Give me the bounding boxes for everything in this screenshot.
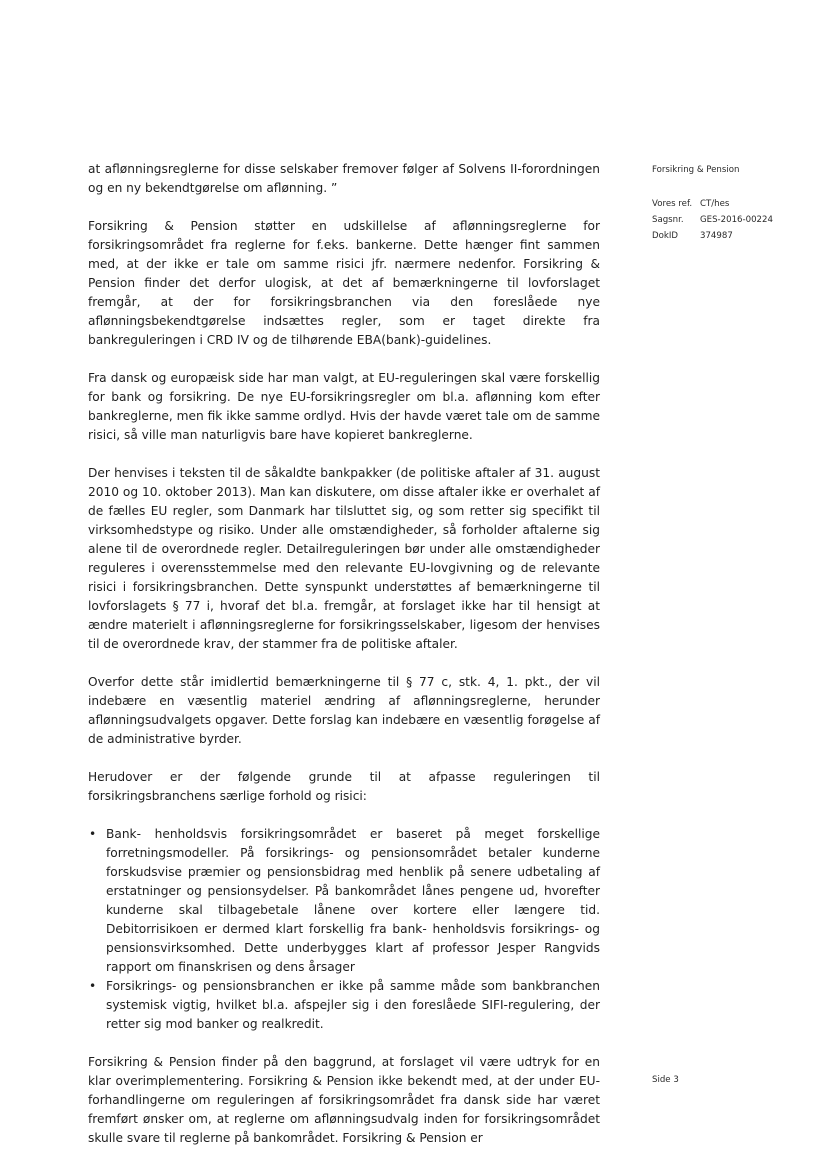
- main-text: [88, 160, 600, 1167]
- paragraph: Forsikring & Pension støtter en udskillelse af aflønningsreglerne for forsikringsområdet fra reglerne for f.eks. bankerne. Dette hænger fint sammen med, at der ikke er tale om samme risici jfr. nærmere nedenfor. Forsikring & Pension finder det derfor ulogisk, at det af bemærkningerne til lovforslaget fremgår, at der for forsikringsbranchen via den foreslåede nye aflønningsbekendtgørelse indsættes regler, som er taget direkte fra bankreguleringen i CRD IV og de tilhørende EBA(bank)-guidelines.: [88, 219, 600, 347]
- meta-row-reference: [652, 196, 812, 212]
- sidebar-info: [652, 162, 812, 244]
- bullet-icon: •: [89, 827, 97, 841]
- list-item: [89, 977, 600, 1034]
- page-number: Side 3: [652, 1075, 679, 1085]
- list-item: [89, 825, 600, 977]
- meta-value: 374987: [700, 231, 733, 241]
- paragraph: at aflønningsreglerne for disse selskaber fremover følger af Solvens II-forordningen og en ny bekendtgørelse om aflønning. ”: [88, 162, 600, 195]
- paragraph: Fra dansk og europæisk side har man valgt, at EU-reguleringen skal være forskellig for bank og forsikring. De nye EU-forsikringsregler om bl.a. aflønning kom efter bankreglerne, men fik ikke samme ordlyd. Hvis der havde været tale om de samme risici, så ville man naturligvis bare have kopieret bankreglerne.: [88, 371, 600, 442]
- closing-paragraph: Forsikring & Pension finder på den baggrund, at forslaget vil være udtryk for en klar overimplementering. Forsikring & Pension ikke bekendt med, at der under EU-forhandlingerne om reguleringen af forsikringsområdet fra dansk side har været fremført ønsker om, at reglerne om aflønningsudvalg inden for forsikringsområdet skulle svare til reglerne på bankområdet. Forsikring & Pension er: [88, 1055, 600, 1145]
- meta-row-doc-id: [652, 228, 812, 244]
- list-item-text: Forsikrings- og pensionsbranchen er ikke på samme måde som bankbranchen systemisk vigtig, hvilket bl.a. afspejler sig i den foreslåede SIFI-regulering, der retter sig mod banker og realkredit.: [106, 979, 600, 1031]
- bullet-icon: •: [89, 979, 97, 993]
- meta-label: DokID: [652, 231, 679, 241]
- list-item-text: Bank- henholdsvis forsikringsområdet er baseret på meget forskellige forretningsmodeller. På forsikrings- og pensionsområdet betaler kunderne forskudsvise præmier og pensionsbidrag med henblik på senere udbetaling af erstatninger og pensionsydelser. På bankområdet lånes pengene ud, hvorefter kunderne skal tilbagebetale lånene over kortere eller længere tid. Debitorrisikoen er dermed klart forskellig fra bank- henholdsvis forsikrings- og pensionsvirksomhed. Dette underbygges klart af professor Jesper Rangvids rapport om finanskrisen og dens årsager: [106, 827, 600, 974]
- organization-name: Forsikring & Pension: [652, 165, 740, 175]
- meta-label: Sagsnr.: [652, 215, 684, 225]
- meta-label: Vores ref.: [652, 199, 693, 209]
- bullet-list: [88, 825, 600, 1034]
- paragraph: Herudover er der følgende grunde til at afpasse reguleringen til forsikringsbranchens særlige forhold og risici:: [88, 770, 600, 803]
- meta-value: CT/hes: [700, 199, 730, 209]
- paragraph: Der henvises i teksten til de såkaldte bankpakker (de politiske aftaler af 31. august 2010 og 10. oktober 2013). Man kan diskutere, om disse aftaler ikke er overhalet af de fælles EU regler, som Danmark har tilsluttet sig, og som retter sig specifikt til virksomhedstype og risiko. Under alle omstændigheder, så forholder aftalerne sig alene til de overordnede regler. Detailreguleringen bør under alle omstændigheder reguleres i overensstemmelse med den relevante EU-lovgivning og de relevante risici i forsikringsbranchen. Dette synspunkt understøttes af bemærkningerne til lovforslagets § 77 i, hvoraf det bl.a. fremgår, at forslaget ikke har til hensigt at ændre materielt i aflønningsreglerne for forsikringsselskaber, ligesom der henvises til de overordnede krav, der stammer fra de politiske aftaler.: [88, 466, 600, 651]
- paragraph: Overfor dette står imidlertid bemærkningerne til § 77 c, stk. 4, 1. pkt., der vil indebære en væsentlig materiel ændring af aflønningsreglerne, herunder aflønningsudvalgets opgaver. Dette forslag kan indebære en væsentlig forøgelse af de administrative byrder.: [88, 675, 600, 746]
- meta-row-case-number: [652, 212, 812, 228]
- meta-value: GES-2016-00224: [700, 215, 773, 225]
